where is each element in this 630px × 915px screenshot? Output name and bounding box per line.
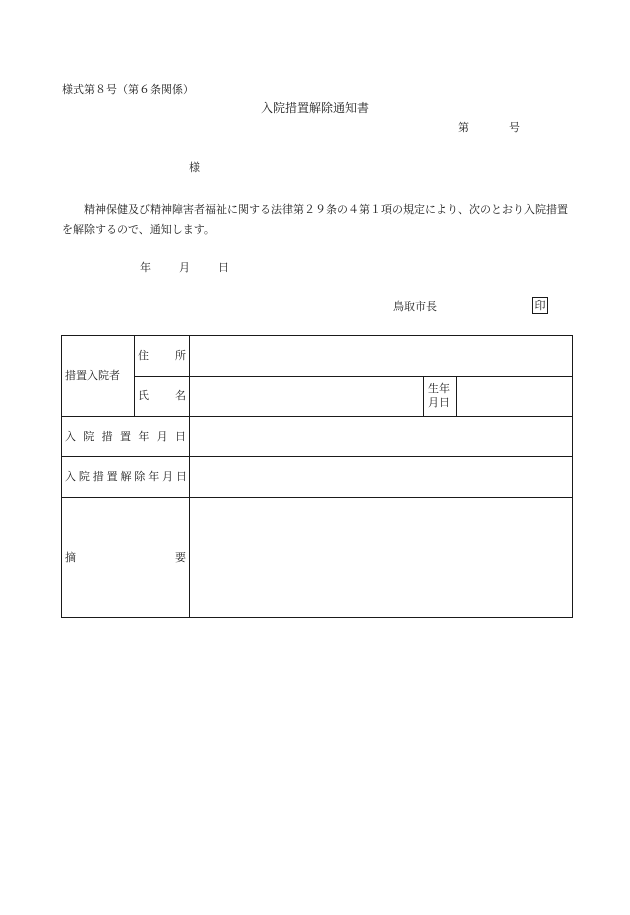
document-number-suffix: 号 xyxy=(509,121,520,134)
form-number: 様式第８号（第６条関係） xyxy=(62,83,194,96)
table-line xyxy=(189,336,190,618)
summary-label xyxy=(65,552,186,563)
label-char: 日 xyxy=(174,430,186,443)
date-month: 月 xyxy=(179,261,190,274)
table-line xyxy=(134,376,573,377)
label-char: 措 xyxy=(101,430,113,443)
label-char: 要 xyxy=(175,551,186,564)
birthdate-label xyxy=(428,382,450,410)
admission-date-label xyxy=(65,431,186,442)
summary-field[interactable] xyxy=(193,502,571,614)
table-line xyxy=(456,376,457,416)
label-char: 摘 xyxy=(65,551,76,564)
label-char: 所 xyxy=(175,349,186,362)
admission-date-field[interactable] xyxy=(193,422,571,452)
notice-table xyxy=(61,335,573,618)
patient-group-label: 措置入院者 xyxy=(65,369,120,382)
table-line xyxy=(134,336,135,416)
birthdate-label-line2: 月日 xyxy=(428,396,450,409)
release-date-field[interactable] xyxy=(193,463,571,493)
table-line xyxy=(62,416,573,417)
document-number xyxy=(458,122,520,133)
notice-body: 精神保健及び精神障害者福祉に関する法律第２９条の４第１項の規定により、次のとおり入院措置を解除するので、通知します。 xyxy=(62,203,568,236)
label-char: 置 xyxy=(119,430,131,443)
birthdate-field[interactable] xyxy=(460,382,570,410)
address-field[interactable] xyxy=(193,344,573,370)
label-char: 名 xyxy=(175,389,186,402)
label-char: 入 xyxy=(65,430,76,443)
label-char: 年 xyxy=(138,430,150,443)
date-day: 日 xyxy=(218,261,229,274)
document-title: 入院措置解除通知書 xyxy=(260,101,369,115)
issuer-name: 鳥取市長 xyxy=(393,300,437,313)
birthdate-label-line1: 生年 xyxy=(428,382,450,395)
issue-date xyxy=(140,262,229,273)
table-line xyxy=(423,376,424,416)
name-label xyxy=(138,390,186,401)
table-line xyxy=(62,497,573,498)
label-char: 氏 xyxy=(138,389,149,402)
table-line xyxy=(62,456,573,457)
document-number-prefix: 第 xyxy=(458,121,469,134)
address-label xyxy=(138,350,186,361)
label-char: 住 xyxy=(138,349,149,362)
label-char: 月 xyxy=(156,430,168,443)
seal-mark: 印 xyxy=(532,297,548,314)
name-field[interactable] xyxy=(193,382,419,410)
release-date-label: 入院措置解除年月日 xyxy=(65,470,187,483)
label-char: 院 xyxy=(83,430,95,443)
addressee-honorific: 様 xyxy=(189,161,200,174)
date-year: 年 xyxy=(140,261,151,274)
